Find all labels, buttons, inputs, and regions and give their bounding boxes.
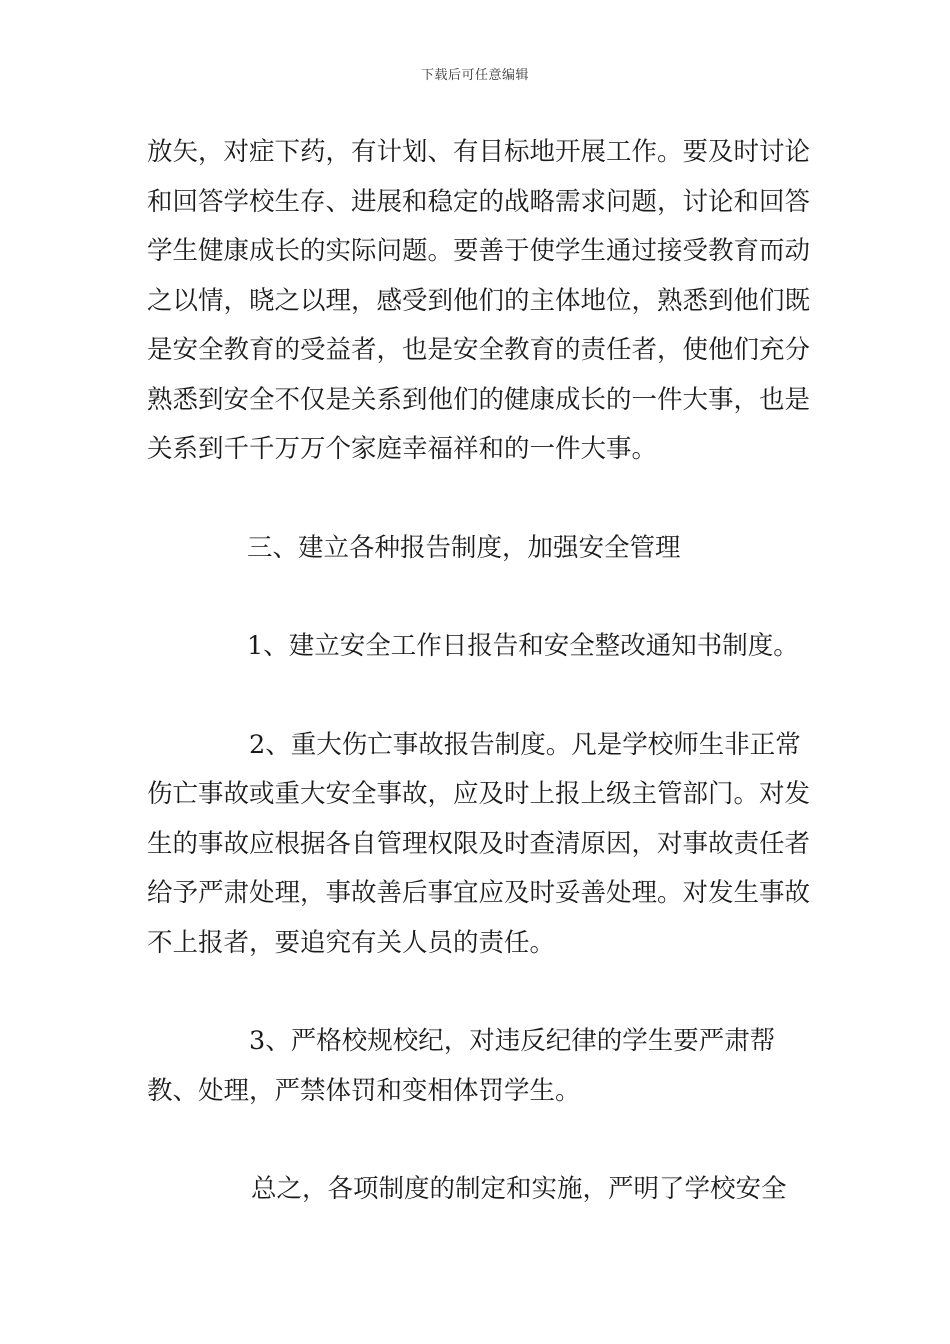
section-heading: 三、建立各种报告制度，加强安全管理: [247, 532, 681, 563]
list-item-1: 1、建立安全工作日报告和安全整改通知书制度。: [247, 631, 799, 661]
paragraph-intro: 放矢，对症下药，有计划、有目标地开展工作。要及时讨论和回答学校生存、进展和稳定的战略需求问题，讨论和回答学生健康成长的实际问题。要善于使学生通过接受教育而动之以情，晓之以理，感受到他们的主体地位，熟悉到他们既是安全教育的受益者，也是安全教育的责任者，使他们充分熟悉到安全不仅是关系到他们的健康成长的一件大事，也是关系到千千万万个家庭幸福祥和的一件大事。: [147, 137, 811, 464]
header-note: 下载后可任意编辑: [420, 68, 529, 83]
list-item-2: 2、重大伤亡事故报告制度。凡是学校师生非正常伤亡事故或重大安全事故，应及时上报上级主管部门。对发生的事故应根据各自管理权限及时查清原因，对事故责任者给予严肃处理，事故善后事宜应及时妥善处理。对发生事故不上报者，要追究有关人员的责任。: [147, 729, 811, 958]
document-body: [147, 128, 812, 1215]
list-item-3: 3、严格校规校纪，对违反纪律的学生要严肃帮教、处理，严禁体罚和变相体罚学生。: [147, 1026, 776, 1106]
paragraph-summary: 总之，各项制度的制定和实施，严明了学校安全: [251, 1174, 787, 1204]
